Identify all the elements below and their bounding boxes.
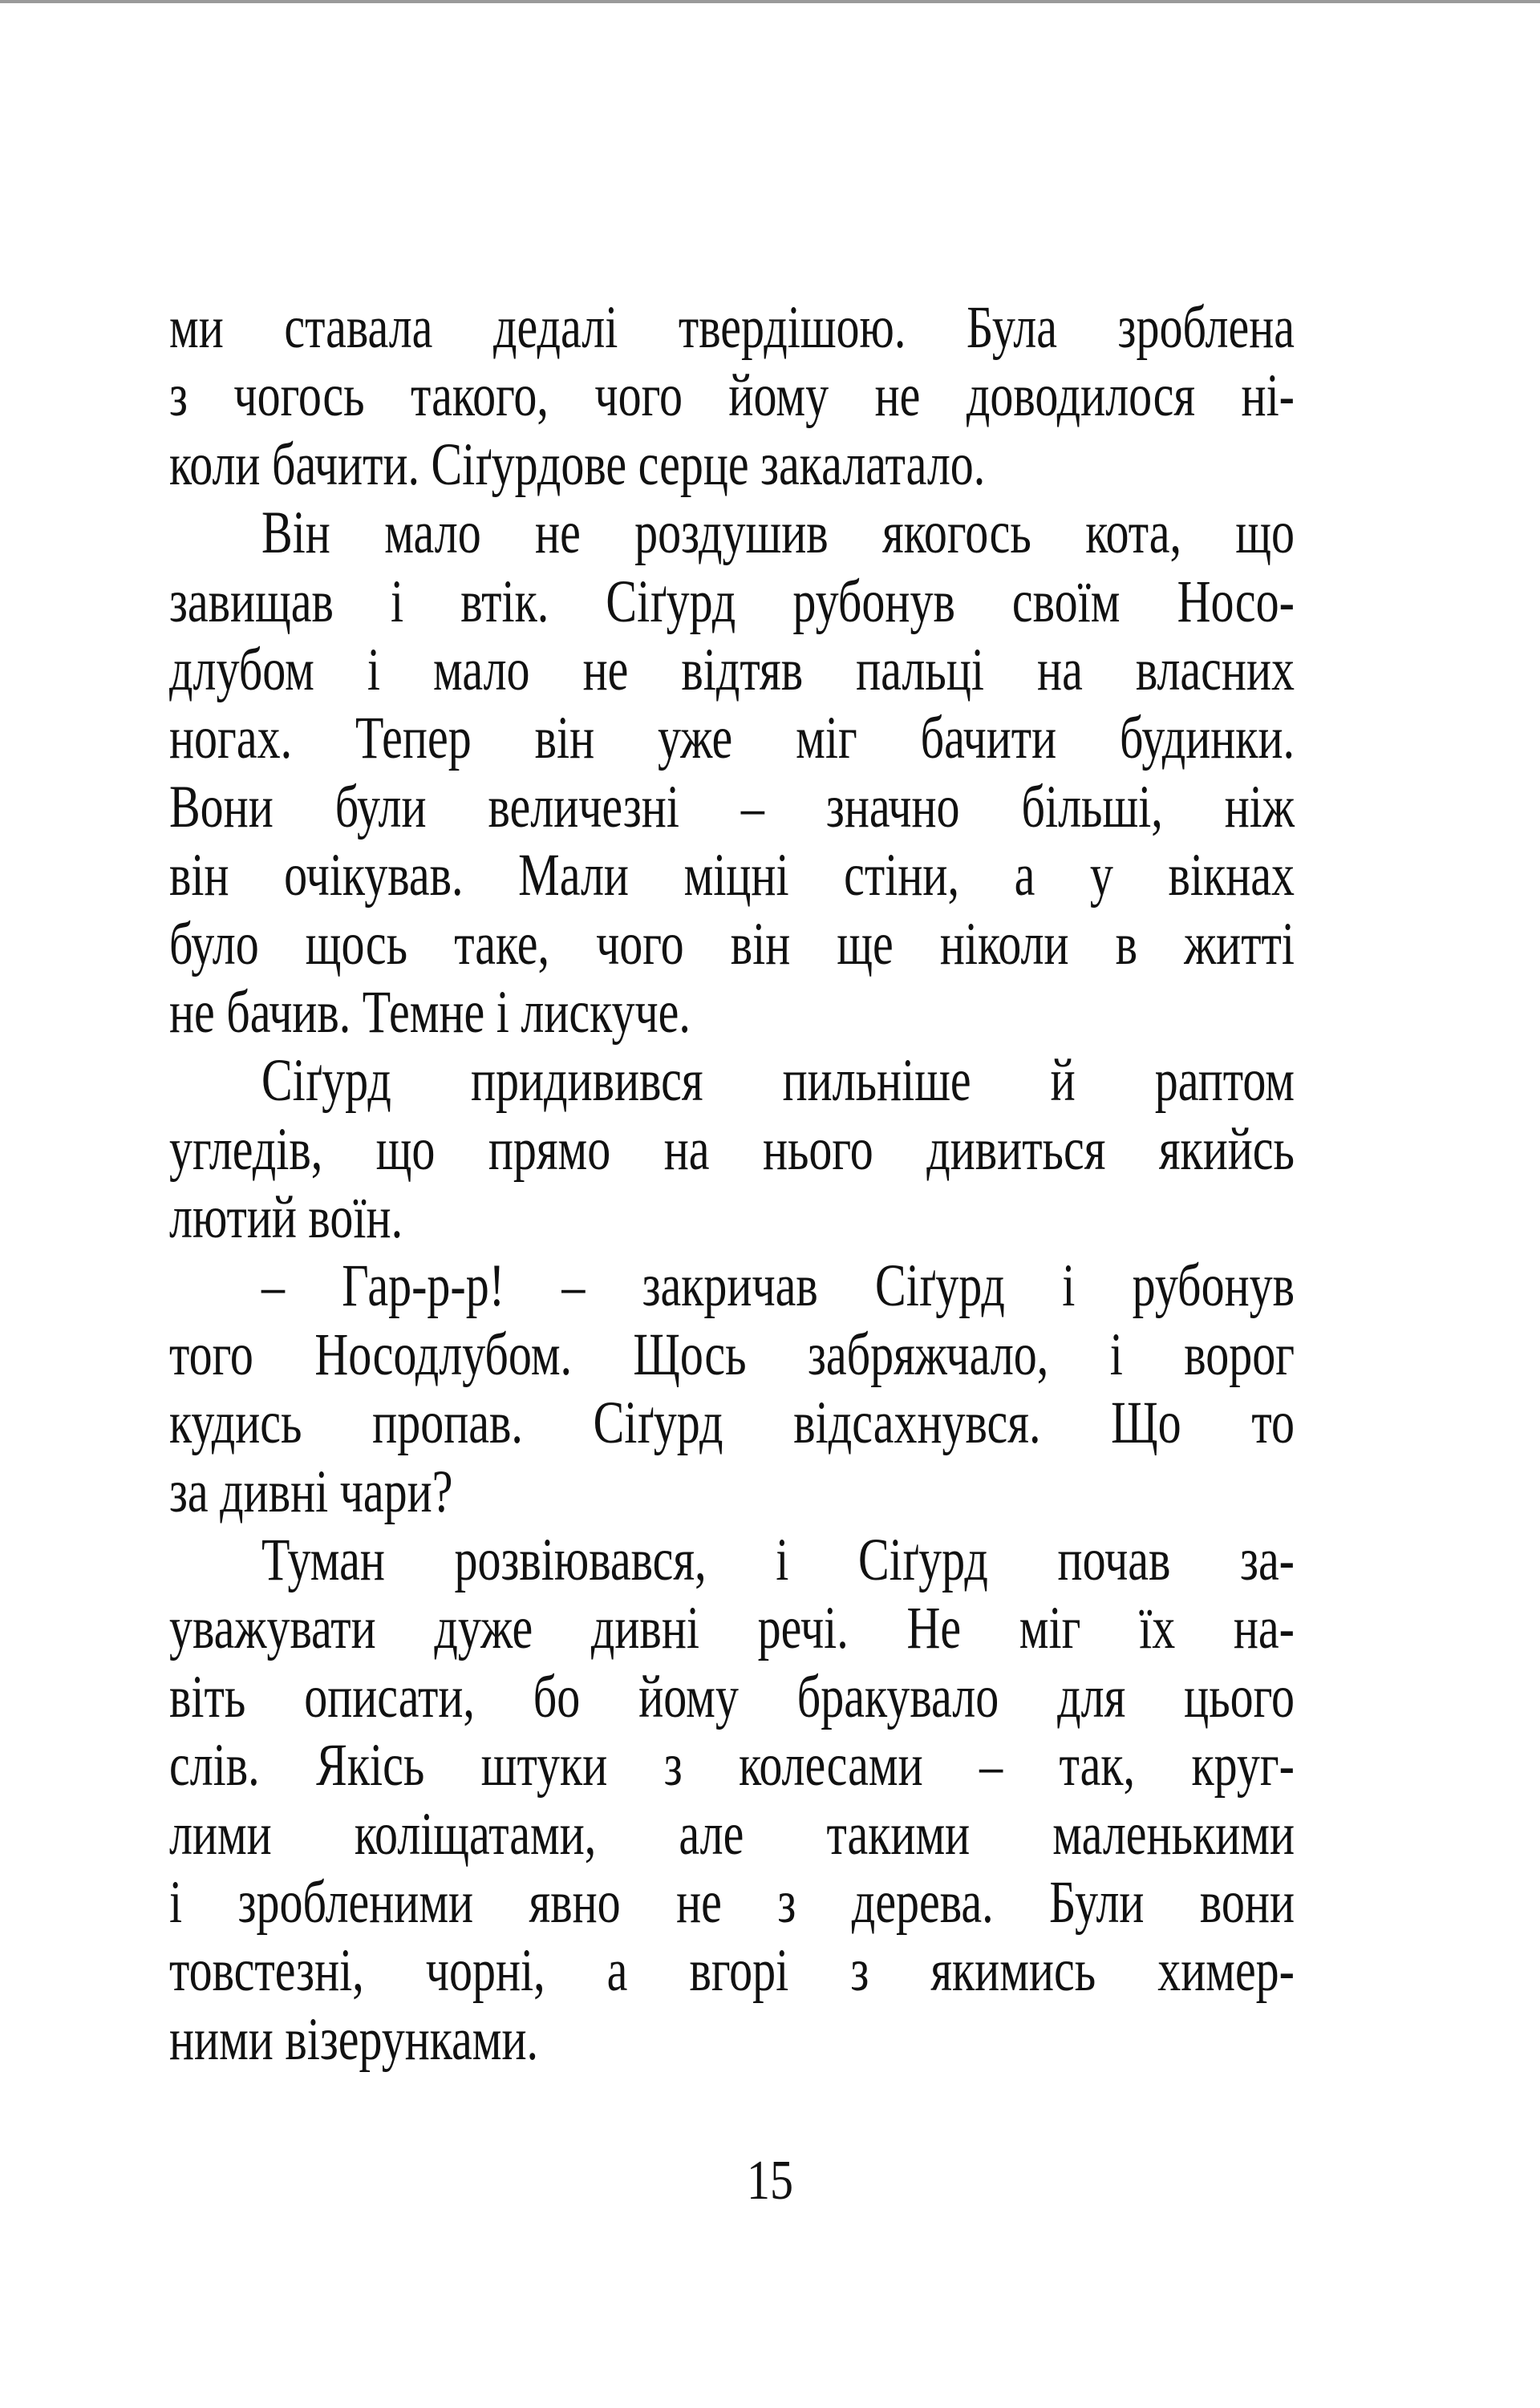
text-line: кудись пропав. Сіґурд відсахнувся. Що то	[169, 1388, 1295, 1456]
paragraph	[169, 498, 1295, 1046]
text-line: лютий воїн.	[169, 1183, 403, 1251]
text-line: Сіґурд придивився пильніше й раптом	[261, 1046, 1295, 1114]
text-line: за дивні чари?	[169, 1456, 453, 1525]
text-line: з чогось такого, чого йому не доводилося ні-	[169, 361, 1295, 430]
text-line: Вони були величезні – значно більші, ніж	[169, 771, 1295, 840]
text-line: угледів, що прямо на нього дивиться якийсь	[169, 1114, 1295, 1183]
paragraph	[169, 293, 1295, 498]
paragraph	[169, 1525, 1295, 2073]
text-line: – Гар-р-р! – закричав Сіґурд і рубонув	[261, 1251, 1295, 1320]
text-line: лими коліщатами, але такими маленькими	[169, 1799, 1295, 1868]
paragraph	[169, 1046, 1295, 1251]
text-line: слів. Якісь штуки з колесами – так, круг-	[169, 1730, 1295, 1799]
text-line: було щось таке, чого він ще ніколи в житті	[169, 909, 1295, 977]
text-line: ними візерунками.	[169, 2004, 539, 2073]
text-line: він очікував. Мали міцні стіни, а у вікнах	[169, 840, 1295, 909]
text-line: коли бачити. Сіґурдове серце закалатало.	[169, 429, 986, 498]
text-line: завищав і втік. Сіґурд рубонув своїм Носо-	[169, 566, 1295, 635]
page-number: 15	[747, 2148, 793, 2212]
text-line: того Носодлубом. Щось забряжчало, і ворог	[169, 1320, 1295, 1388]
text-line: длубом і мало не відтяв пальці на власних	[169, 635, 1295, 703]
paragraph	[169, 1251, 1295, 1525]
text-line: Туман розвіювався, і Сіґурд почав за-	[261, 1525, 1295, 1593]
page-top-border	[0, 0, 1540, 3]
text-line: товстезні, чорні, а вгорі з якимись химер-	[169, 1936, 1295, 2005]
text-line: віть описати, бо йому бракувало для цього	[169, 1662, 1295, 1730]
text-line: Він мало не роздушив якогось кота, що	[261, 498, 1295, 566]
text-line: ми ставала дедалі твердішою. Була зроблена	[169, 293, 1295, 361]
text-line: і зробленими явно не з дерева. Були вони	[169, 1868, 1295, 1936]
body-text	[169, 293, 1295, 2073]
text-line: уважувати дуже дивні речі. Не міг їх на-	[169, 1593, 1295, 1662]
text-line: не бачив. Темне і лискуче.	[169, 977, 691, 1046]
text-line: ногах. Тепер він уже міг бачити будинки.	[169, 703, 1295, 772]
